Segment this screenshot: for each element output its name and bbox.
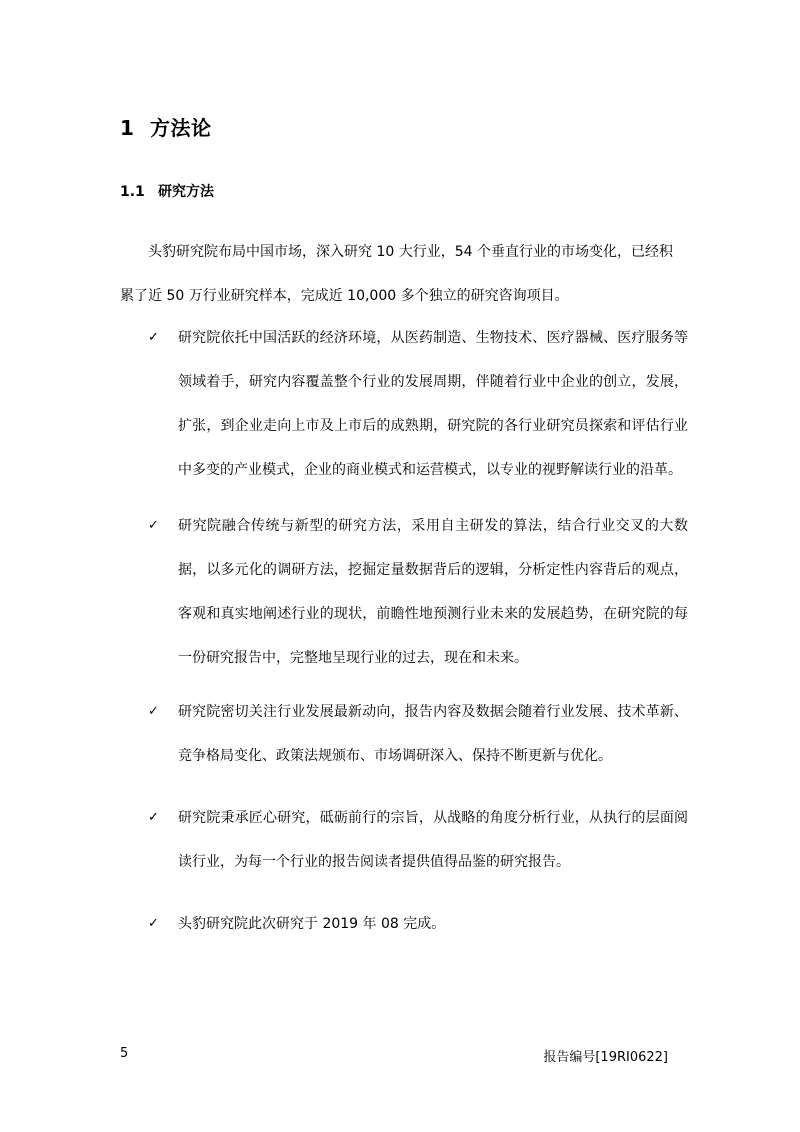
checkmark-icon: ✓ bbox=[148, 704, 159, 719]
bullet-text: 研究院融合传统与新型的研究方法，采用自主研发的算法，结合行业交叉的大数据，以多元化的调研方法，挖掘定量数据背后的逻辑，分析定性内容背后的观点，客观和真实地阐述行业的现状，前瞻性地预测行业未来的发展趋势，在研究院的每一份研究报告中，完整地呈现行业的过去，现在和未来。 bbox=[178, 518, 688, 666]
bullet-text: 研究院密切关注行业发展最新动向，报告内容及数据会随着行业发展、技术革新、竞争格局变化、政策法规颁布、市场调研深入、保持不断更新与优化。 bbox=[178, 704, 688, 764]
section-title: 方法论 bbox=[150, 116, 212, 140]
bullet-item bbox=[148, 504, 688, 680]
subsection-heading bbox=[120, 181, 214, 201]
bullet-item bbox=[148, 690, 688, 778]
checkmark-icon: ✓ bbox=[148, 916, 159, 931]
intro-text: 头豹研究院布局中国市场，深入研究 10 大行业，54 个垂直行业的市场变化，已经积累了近 50 万行业研究样本，完成近 10,000 多个独立的研究咨询项目。 bbox=[120, 244, 673, 304]
checkmark-icon: ✓ bbox=[148, 810, 159, 825]
bullet-text: 研究院依托中国活跃的经济环境，从医药制造、生物技术、医疗器械、医疗服务等领域着手，研究内容覆盖整个行业的发展周期，伴随着行业中企业的创立，发展，扩张，到企业走向上市及上市后的成熟期，研究院的各行业研究员探索和评估行业中多变的产业模式，企业的商业模式和运营模式，以专业的视野解读行业的沿革。 bbox=[178, 330, 688, 478]
section-number: 1 bbox=[120, 116, 135, 140]
page-number: 5 bbox=[120, 1046, 129, 1061]
subsection-title: 研究方法 bbox=[158, 184, 214, 200]
bullet-item bbox=[148, 796, 688, 884]
bullet-text: 研究院秉承匠心研究，砥砺前行的宗旨，从战略的角度分析行业，从执行的层面阅读行业，为每一个行业的报告阅读者提供值得品鉴的研究报告。 bbox=[178, 810, 688, 870]
checkmark-icon: ✓ bbox=[148, 330, 159, 345]
bullet-item bbox=[148, 902, 688, 946]
report-code: 报告编号[19RI0622] bbox=[543, 1050, 668, 1065]
section-heading bbox=[120, 112, 212, 141]
bullet-text: 头豹研究院此次研究于 2019 年 08 完成。 bbox=[178, 916, 446, 932]
bullet-item bbox=[148, 316, 688, 492]
subsection-number: 1.1 bbox=[120, 184, 145, 200]
checkmark-icon: ✓ bbox=[148, 518, 159, 533]
intro-paragraph bbox=[120, 230, 682, 318]
